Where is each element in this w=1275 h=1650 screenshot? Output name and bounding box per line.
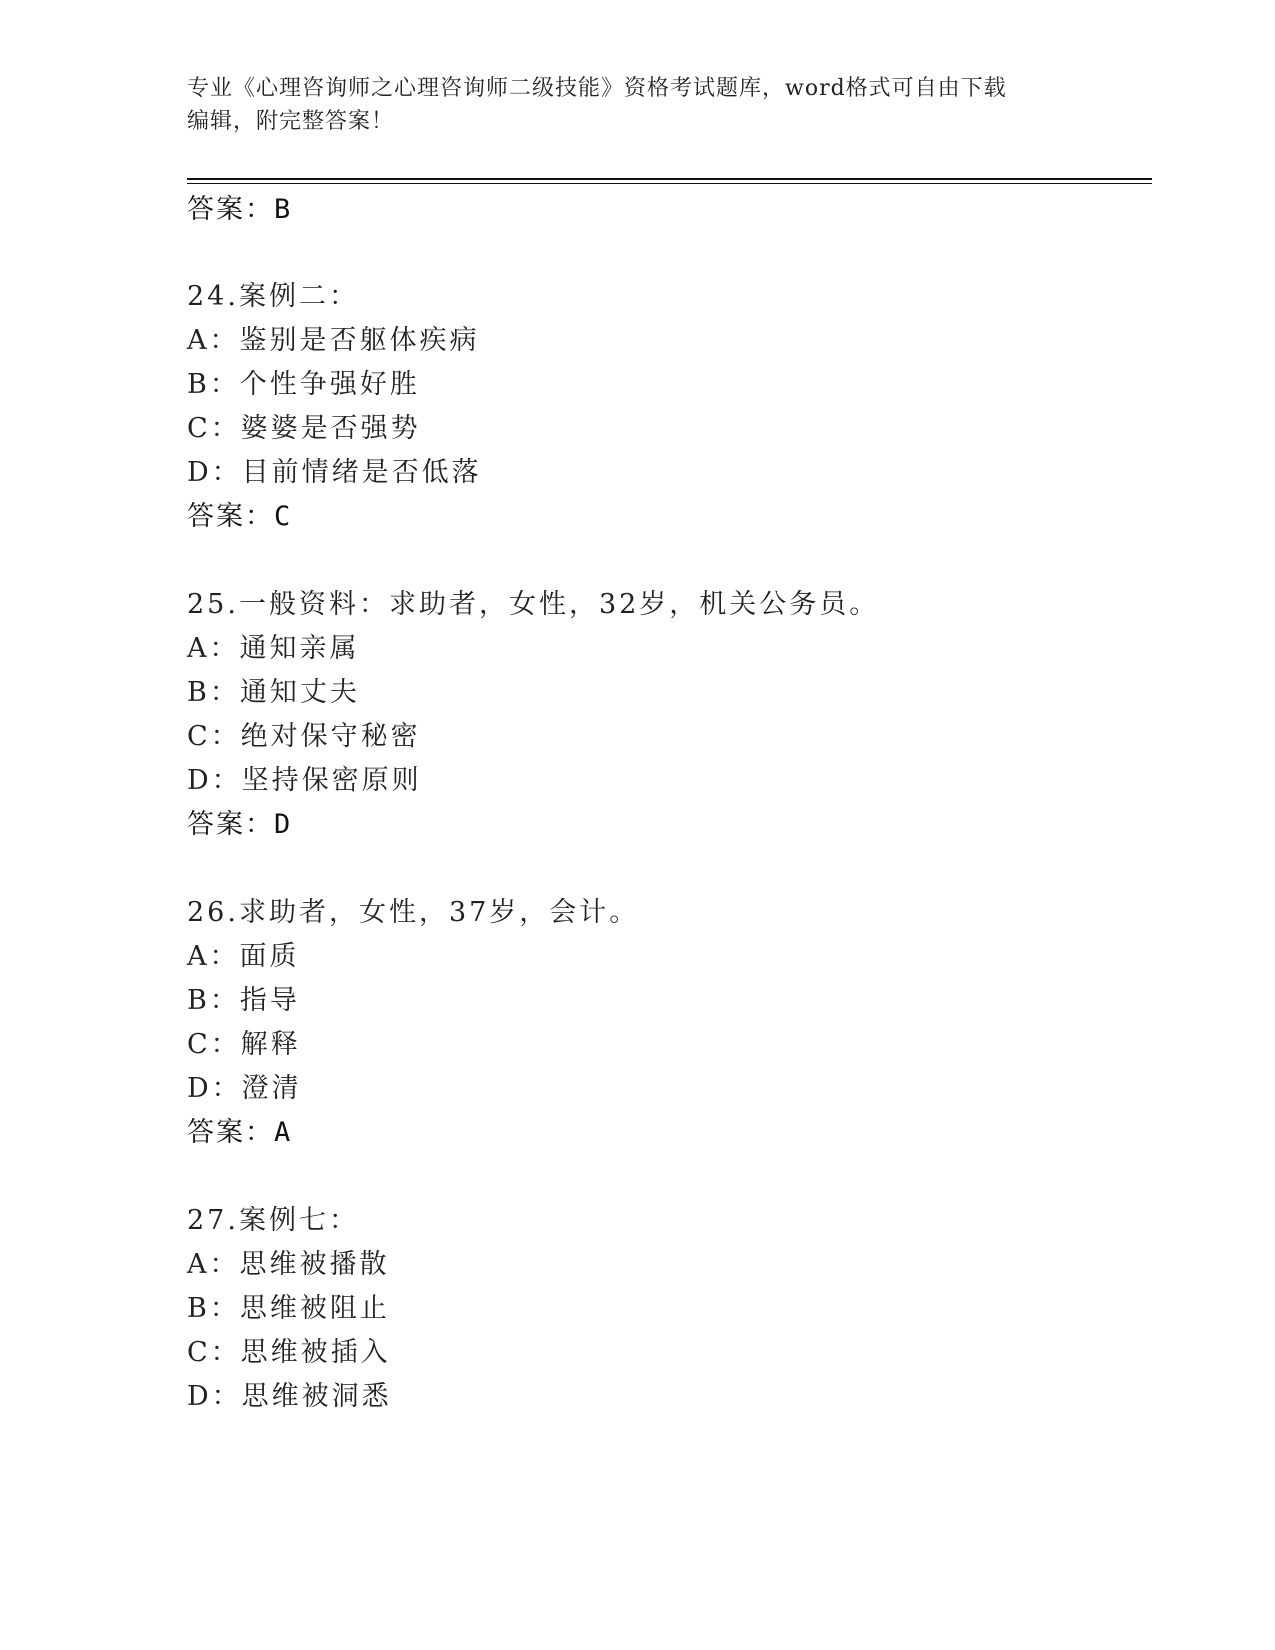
option-a: A：面质 — [187, 941, 300, 972]
option-c: C：思维被插入 — [187, 1337, 391, 1368]
answer-value: D — [274, 809, 293, 840]
answer-label: 答案： — [187, 809, 274, 840]
option-d: D：思维被洞悉 — [187, 1381, 392, 1412]
option-c: C：绝对保守秘密 — [187, 721, 421, 752]
document-header — [187, 72, 1067, 138]
option-d: D：澄清 — [187, 1073, 302, 1104]
option-a: A：鉴别是否躯体疾病 — [187, 325, 480, 356]
question-stem: 25.一般资料：求助者，女性，32岁，机关公务员。 — [187, 589, 880, 620]
header-line-1: 专业《心理咨询师之心理咨询师二级技能》资格考试题库，word格式可自由下载 — [187, 76, 1007, 101]
option-a: A：通知亲属 — [187, 633, 360, 664]
option-c: C：婆婆是否强势 — [187, 413, 421, 444]
question-stem: 26.求助者，女性，37岁，会计。 — [187, 897, 640, 928]
header-divider-thin — [187, 183, 1152, 184]
answer-line — [187, 1116, 292, 1150]
header-divider-thick — [187, 178, 1152, 180]
header-line-2: 编辑，附完整答案！ — [187, 109, 395, 134]
question-stem: 27.案例七： — [187, 1205, 359, 1236]
answer-label: 答案： — [187, 501, 274, 532]
answer-line — [187, 500, 292, 534]
option-b: B：个性争强好胜 — [187, 369, 420, 400]
answer-value: A — [274, 1117, 293, 1148]
option-b: B：思维被阻止 — [187, 1293, 390, 1324]
option-c: C：解释 — [187, 1029, 301, 1060]
option-d: D：坚持保密原则 — [187, 765, 422, 796]
answer-label: 答案： — [187, 194, 274, 225]
answer-value: C — [274, 501, 293, 532]
option-b: B：指导 — [187, 985, 300, 1016]
question-stem: 24.案例二： — [187, 281, 359, 312]
answer-line — [187, 193, 292, 227]
answer-line — [187, 808, 292, 842]
option-d: D：目前情绪是否低落 — [187, 457, 482, 488]
answer-value: B — [274, 194, 293, 225]
option-a: A：思维被播散 — [187, 1249, 390, 1280]
option-b: B：通知丈夫 — [187, 677, 360, 708]
answer-label: 答案： — [187, 1117, 274, 1148]
